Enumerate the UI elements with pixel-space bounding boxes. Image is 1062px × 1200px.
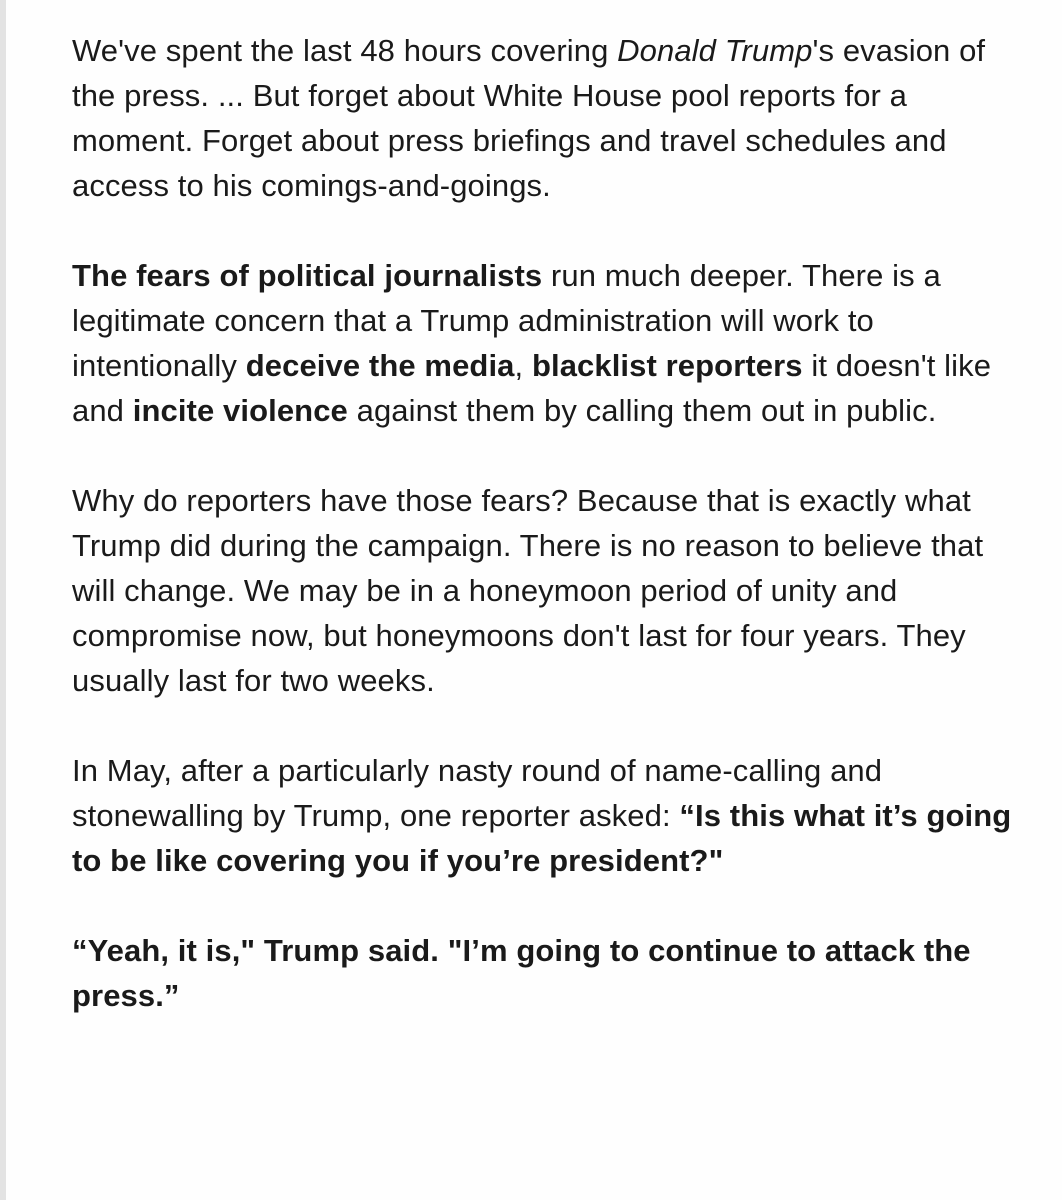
bold-incite-violence: incite violence bbox=[132, 393, 348, 428]
text-segment: We've spent the last 48 hours covering bbox=[72, 33, 618, 68]
paragraph-trump-answer bbox=[72, 928, 1012, 1018]
bold-trump-quote: “Yeah, it is," Trump said. "I’m going to continue to attack the press.” bbox=[72, 933, 971, 1013]
text-segment: against them by calling them out in public. bbox=[347, 393, 937, 428]
text-segment: run much deeper. There is a legitimate concern that a Trump administration will work to intentionally bbox=[72, 258, 941, 383]
article-body bbox=[72, 28, 1012, 1018]
bold-blacklist-reporters: blacklist reporters bbox=[531, 348, 803, 383]
paragraph-why-fears bbox=[72, 478, 1012, 703]
paragraph-evasion bbox=[72, 28, 1012, 208]
bold-deceive-the-media: deceive the media bbox=[245, 348, 515, 383]
text-segment: 's evasion of the press. ... But forget about White House pool reports for a moment. Forget about press briefings and travel schedules and access to his comings-and-goings. bbox=[72, 33, 986, 203]
text-segment: , bbox=[514, 348, 532, 383]
bold-reporter-quote: “Is this what it’s going to be like covering you if you’re president?" bbox=[72, 798, 1012, 878]
paragraph-fears bbox=[72, 253, 1012, 433]
text-segment: Why do reporters have those fears? Because that is exactly what Trump did during the campaign. There is no reason to believe that will change. We may be in a honeymoon period of unity and compromise now, but honeymoons don't last for four years. They usually last for two weeks. bbox=[72, 483, 984, 698]
left-edge-shadow bbox=[0, 0, 6, 1200]
emphasis-donald-trump: Donald Trump bbox=[617, 33, 813, 68]
text-segment: it doesn't like and bbox=[72, 348, 992, 428]
text-segment: In May, after a particularly nasty round of name-calling and stonewalling by Trump, one reporter asked: bbox=[72, 753, 883, 833]
bold-fears-of-journalists: The fears of political journalists bbox=[72, 258, 543, 293]
paragraph-reporter-question bbox=[72, 748, 1012, 883]
